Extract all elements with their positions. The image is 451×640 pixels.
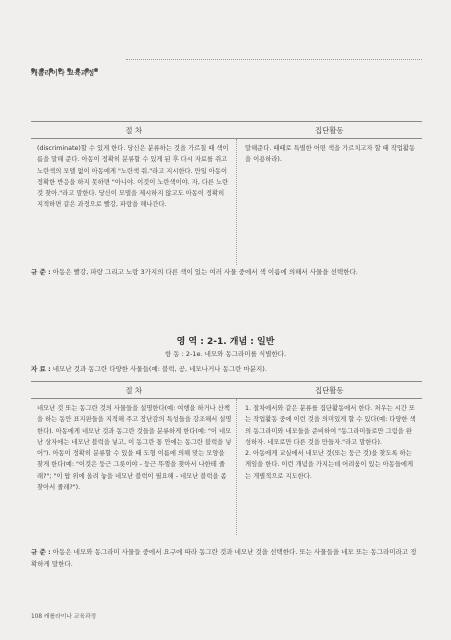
materials-text: 네모난 것과 동그란 다양한 사물들(예: 블럭, 공, 네모나거나 동그란 마분지). [52, 365, 267, 373]
criterion-2 [31, 546, 422, 570]
criterion-text: 아동은 빨강, 파랑 그리고 노랑 3가지의 다른 색이 있는 여러 사물 중에서 색 이름에 의해서 사물을 선택한다. [52, 268, 358, 276]
header-divider [126, 59, 422, 60]
procedure-table-2 [31, 381, 422, 535]
criterion-1 [31, 266, 422, 278]
section-subtitle: 항 동 : 2-1e. 네모와 동그라미를 식별한다. [164, 350, 287, 358]
criterion-text: 아동은 네모와 동그라미 사물들 중에서 요구에 따라 동그란 것과 네모난 것을 선택한다. 또는 사물들을 네모 또는 동그라미라고 정확하게 말한다. [31, 548, 417, 568]
header-title: 캐롤라이나 교육과정 [31, 69, 95, 77]
group-activity-text: 말해준다. 때때로 특별한 어떤 색을 가르치고자 할 때 작업활동을 이용하라). [245, 145, 416, 164]
group-activity-header: 집단활동 [237, 382, 423, 399]
group-activity-header: 집단활동 [237, 122, 423, 139]
page-footer: 108 캐롤라이나 교육과정 [31, 614, 97, 620]
procedure-text: 네모난 것 또는 동그란 것의 사물들을 설명한다(예: 여행을 하거나 산책을 하는 동안 표지판들을 지적해 주고 장난감의 특성들을 강조해서 설명한다). 아동에게 네모난 것과 동그란 것들을 분류하게 한다(예: "이 네모난 상자에는 네모난 블럭을 넣고, 이 동그란 통 안에는 동그란 블럭을 넣어"). 아동이 정확히 분류할 수 있을 때 도형 이름에 의해 맞는 모양을 찾게 한다(예: "이것은 둥근 그릇이야 - 둥근 뚜껑을 찾아서 나한테 줄래?"; "이 탑 위에 올려 놓을 네모난 블럭이 필요해 - 네모난 블럭을 좀 찾아서 줄래?"). [31, 399, 237, 536]
section-title: 영 역 : 2-1. 개념 : 일반 [176, 337, 275, 347]
procedure-header: 절 차 [31, 122, 237, 139]
procedure-text: (discriminate)할 수 있게 한다. 당신은 분류하는 것을 가르칠 때 색이름을 말해 준다. 아동이 정확히 분류할 수 있게 된 후 다시 자료를 쥐고 노란색의 모델 없이 아동에게 "노란색 줘."라고 지시한다. 만일 아동이 정확한 반응을 하지 못하면 "아니야. 이것이 노란색이야. 자, 다른 노란 것 찾아."라고 말한다. 당신이 모델을 제시하지 않고도 아동이 정확히 지적하면 같은 과정으로 빨강, 파랑을 해나간다. [31, 139, 237, 266]
criterion-label: 규 준 : [31, 268, 51, 276]
procedure-header: 절 차 [31, 382, 237, 399]
criterion-label: 규 준 : [31, 548, 51, 556]
group-activity-text: 1. 절차에서와 같은 분류를 집단활동에서 한다. 처우는 시간 또는 작업활동 중에 이런 것을 의미있게 할 수 있다(예: 다양한 색의 동그라미와 네모들을 준비하여 "동그라미들로만 그림을 완성하자. 네모로만 다른 것을 만들자."라고 말한다). 2. 아동에게 교실에서 네모난 것(또는 둥근 것)을 찾도록 하는 게임을 한다. 이런 개념을 가지는데 어려움이 있는 아동들에게는 개별적으로 지도한다. [245, 405, 416, 480]
materials [31, 364, 267, 373]
materials-label: 자 료 : [31, 365, 51, 373]
procedure-table-1 [31, 121, 422, 265]
header-dots-decoration [31, 57, 121, 65]
